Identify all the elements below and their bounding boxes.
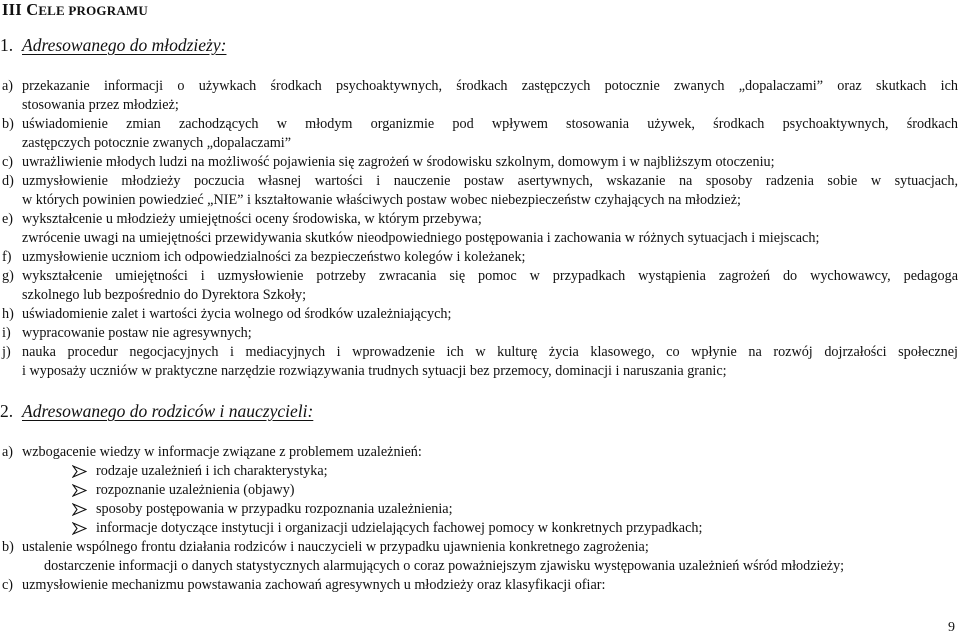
arrowhead-bullet-icon: [72, 484, 87, 497]
list-item-text: uzmysłowienie uczniom ich odpowiedzialności za bezpieczeństwo kolegów i koleżanek;: [22, 249, 526, 265]
arrowhead-bullet-icon: [72, 522, 87, 535]
list-item-j: [0, 343, 958, 381]
list-label: i): [2, 325, 11, 341]
list-item-text: uzmysłowienie młodzieży poczucia własnej wartości i nauczenie postaw asertywnych, wskazanie na sposoby radzenia sobie w sytuacjach,: [22, 173, 958, 189]
list-item-b: [0, 115, 958, 153]
list-item-text: uzmysłowienie mechanizmu powstawania zachowań agresywnych u młodzieży oraz klasyfikacji ofiar:: [22, 577, 606, 593]
list-item-text: zwrócenie uwagi na umiejętności przewidywania skutków nieodpowiedniego postępowania i zachowania w różnych sytuacjach i miejscach;: [22, 230, 820, 247]
list-label: b): [2, 116, 14, 132]
section-2-title: [0, 402, 313, 421]
list-item-text: wykształcenie u młodzieży umiejętności oceny środowiska, w którym przebywa;: [22, 211, 482, 227]
sub-item: [72, 481, 295, 500]
list-label: g): [2, 268, 14, 284]
section-1-title: [0, 36, 226, 55]
list-item-text: stosowania przez młodzież;: [22, 97, 179, 114]
list-label: a): [2, 78, 14, 94]
sub-item-text: sposoby postępowania w przypadku rozpoznania uzależnienia;: [96, 501, 453, 517]
list-item-text: uwrażliwienie młodych ludzi na możliwość pojawienia się zagrożeń w środowisku szkolnym, domowym i w najbliższym otoczeniu;: [22, 154, 775, 170]
list-item-text: szkolnego lub bezpośrednio do Dyrektora Szkoły;: [22, 287, 307, 304]
list-item-text: wypracowanie postaw nie agresywnych;: [22, 325, 252, 341]
list-item-c: [0, 153, 958, 172]
arrowhead-bullet-icon: [72, 503, 87, 516]
list-item-d: [0, 172, 958, 210]
list-item-e: [0, 210, 958, 248]
list-item-2b: [0, 538, 958, 557]
list-label: c): [2, 154, 14, 170]
chapter-heading-prefix: III C: [2, 0, 39, 19]
list-label: j): [2, 344, 11, 360]
chapter-heading-rest: ELE PROGRAMU: [38, 3, 148, 18]
list-item-2c: [0, 576, 958, 595]
list-item-a: [0, 77, 958, 115]
section-1-title-text: Adresowanego do młodzieży:: [22, 35, 227, 55]
sub-item-text: informacje dotyczące instytucji i organizacji udzielających fachowej pomocy w konkretnych przypadkach;: [96, 520, 703, 536]
sub-item: [72, 500, 453, 519]
sub-item: [72, 519, 702, 538]
list-item-2a: [0, 443, 958, 462]
list-item-text: nauka procedur negocjacyjnych i mediacyjnych i wprowadzenie ich w kulturę życia klasowego, co wpłynie na rozwój dojrzałości społecznej: [22, 344, 958, 360]
section-2-number: 2.: [0, 401, 14, 421]
list-item-text: wykształcenie umiejętności i uzmysłowienie potrzeby zwracania się pomoc w przypadkach wystąpienia zagrożeń do wychowawcy, pedagoga: [22, 268, 958, 284]
list-label: d): [2, 173, 14, 189]
list-item-text: dostarczenie informacji o danych statystycznych alarmujących o coraz poważniejszym zjawisku występowania uzależnień wśród młodzieży;: [44, 558, 845, 574]
list-label: b): [2, 539, 14, 555]
list-item-text: zastępczych potocznie zwanych „dopalaczami”: [22, 135, 292, 152]
section-2-title-text: Adresowanego do rodziców i nauczycieli:: [22, 401, 314, 421]
list-item-f: [0, 248, 958, 267]
list-label: a): [2, 444, 14, 460]
list-label: h): [2, 306, 14, 322]
chapter-heading: [2, 0, 148, 20]
list-item-text: uświadomienie zalet i wartości życia wolnego od środków uzależniających;: [22, 306, 452, 322]
list-item-text: ustalenie wspólnego frontu działania rodziców i nauczycieli w przypadku ujawnienia konkretnego zagrożenia;: [22, 539, 649, 555]
list-item-text: w których powinien powiedzieć „NIE” i kształtowanie właściwych postaw wobec niebezpieczeństw czyhających na młodzież;: [22, 192, 741, 209]
sub-item-text: rodzaje uzależnień i ich charakterystyka;: [96, 463, 328, 479]
list-item-i: [0, 324, 958, 343]
list-item-text: i wyposaży uczniów w praktyczne narzędzie rozwiązywania trudnych sytuacji bez przemocy, dominacji i naruszania granic;: [22, 363, 727, 380]
list-label: c): [2, 577, 14, 593]
list-item-h: [0, 305, 958, 324]
list-item-text: przekazanie informacji o używkach środkach psychoaktywnych, środkach zastępczych potocznie zwanych „dopalaczami” oraz skutkach ich: [22, 78, 958, 94]
section-1-number: 1.: [0, 35, 14, 55]
list-item-text: wzbogacenie wiedzy w informacje związane z problemem uzależnień:: [22, 444, 422, 460]
arrowhead-bullet-icon: [72, 465, 87, 478]
sub-item: [72, 462, 328, 481]
list-item-text: uświadomienie zmian zachodzących w młodym organizmie pod wpływem stosowania używek, środkach psychoaktywnych, środkach: [22, 116, 958, 132]
list-label: e): [2, 211, 14, 227]
page-number: 9: [948, 620, 955, 635]
sub-item-text: rozpoznanie uzależnienia (objawy): [96, 482, 295, 498]
list-label: f): [2, 249, 12, 265]
list-item-g: [0, 267, 958, 305]
